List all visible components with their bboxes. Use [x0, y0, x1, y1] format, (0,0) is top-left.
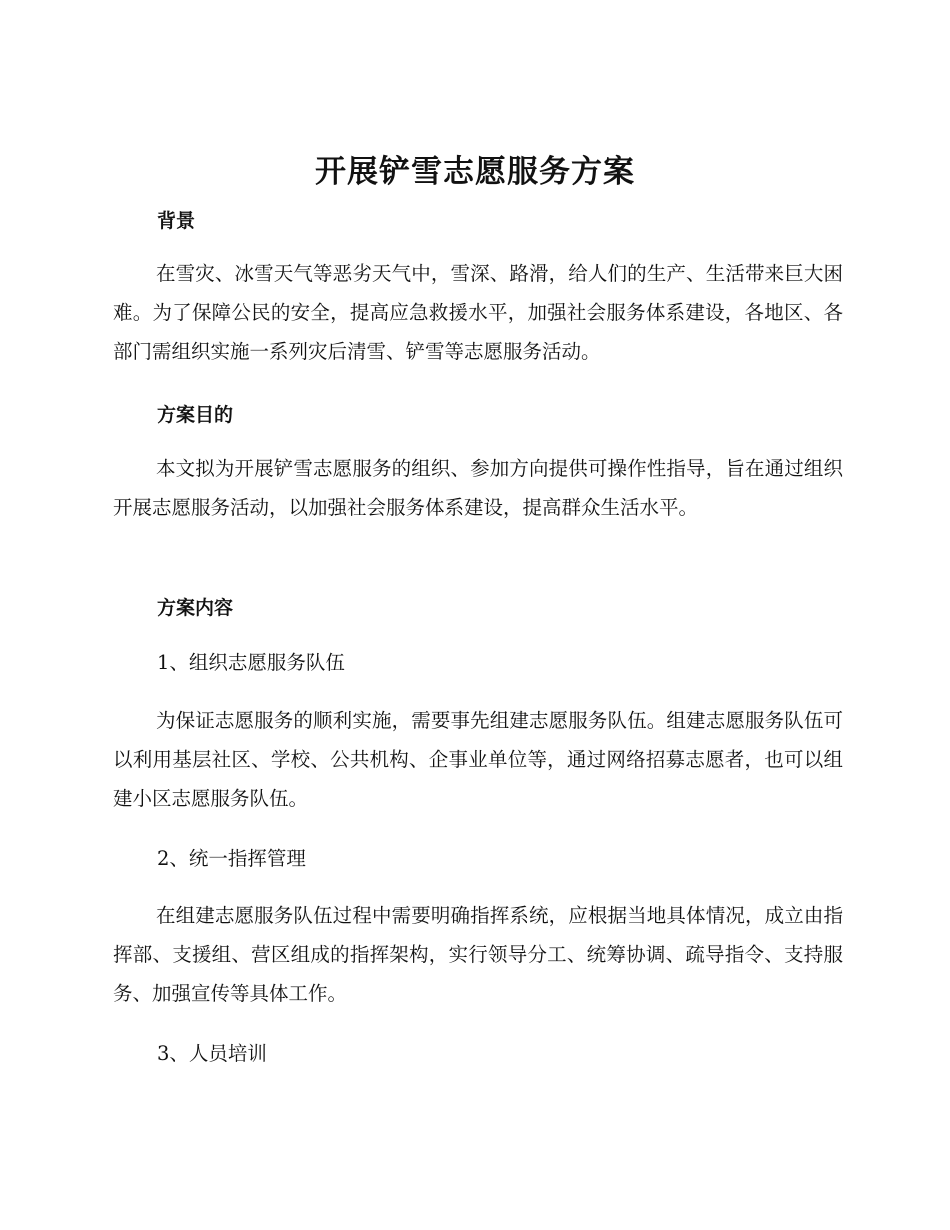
section-heading-content: 方案内容: [157, 597, 234, 619]
paragraph-item-1: 为保证志愿服务的顺利实施，需要事先组建志愿服务队伍。组建志愿服务队伍可以利用基层社区、学校、公共机构、企事业单位等，通过网络招募志愿者，也可以组建小区志愿服务队伍。: [113, 709, 843, 810]
section-heading-purpose: 方案目的: [157, 404, 234, 426]
section-heading-background: 背景: [157, 210, 196, 232]
list-item-label: 2、统一指挥管理: [157, 847, 306, 870]
document-title: 开展铲雪志愿服务方案: [315, 154, 635, 190]
list-item-label: 1、组织志愿服务队伍: [157, 651, 345, 674]
paragraph-purpose: 本文拟为开展铲雪志愿服务的组织、参加方向提供可操作性指导，旨在通过组织开展志愿服务活动，以加强社会服务体系建设，提高群众生活水平。: [113, 457, 843, 519]
list-item-label: 3、人员培训: [157, 1042, 267, 1065]
paragraph-background: 在雪灾、冰雪天气等恶劣天气中，雪深、路滑，给人们的生产、生活带来巨大困难。为了保障公民的安全，提高应急救援水平，加强社会服务体系建设，各地区、各部门需组织实施一系列灾后清雪、铲雪等志愿服务活动。: [113, 262, 843, 363]
paragraph-item-2: 在组建志愿服务队伍过程中需要明确指挥系统，应根据当地具体情况，成立由指挥部、支援组、营区组成的指挥架构，实行领导分工、统筹协调、疏导指令、支持服务、加强宣传等具体工作。: [113, 904, 843, 1005]
